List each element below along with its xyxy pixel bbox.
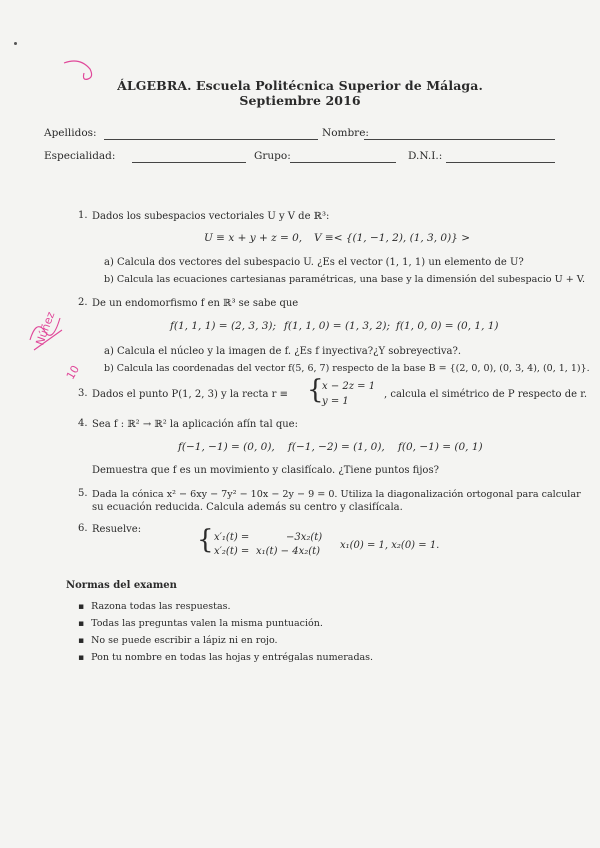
dni-line[interactable] <box>446 162 555 163</box>
rule-item: ▪ Razona todas las respuestas. <box>78 601 231 612</box>
q5-number: 5. <box>78 488 88 499</box>
rule-item: ▪ Pon tu nombre en todas las hojas y entrégalas numeradas. <box>78 652 373 663</box>
q1-formula-v: V ≡< {(1, −1, 2), (1, 3, 0)} > <box>314 232 470 244</box>
apellidos-line[interactable] <box>104 139 318 140</box>
q3-statement: Dados el punto P(1, 2, 3) y la recta r ≡ <box>92 389 288 400</box>
q5-line1: Dada la cónica x² − 6xy − 7y² − 10x − 2y − 9 = 0. Utiliza la diagonalización ortogonal para calcular <box>92 489 581 500</box>
pen-scribble-q2 <box>22 300 72 360</box>
q6-number: 6. <box>78 523 88 534</box>
handwritten-number: 10 <box>63 363 83 382</box>
q4-f1: f(−1, −1) = (0, 0), <box>178 441 275 453</box>
label-grupo: Grupo: <box>254 150 291 162</box>
exam-date: Septiembre 2016 <box>239 93 361 108</box>
q2-number: 2. <box>78 297 88 308</box>
q3-system-eq1: x − 2z = 1 <box>322 381 376 392</box>
label-dni: D.N.I.: <box>408 150 443 162</box>
q1-part-b: b) Calcula las ecuaciones cartesianas paramétricas, una base y la dimensión del subespacio U + V. <box>104 274 586 285</box>
q6-statement: Resuelve: <box>92 524 142 535</box>
rule-item: ▪ Todas las preguntas valen la misma puntuación. <box>78 618 323 629</box>
q4-tail: Demuestra que f es un movimiento y clasifícalo. ¿Tiene puntos fijos? <box>92 465 439 476</box>
rules-title: Normas del examen <box>66 580 177 591</box>
q2-f3: f(1, 0, 0) = (0, 1, 1) <box>396 320 499 332</box>
q1-part-a: a) Calcula dos vectores del subespacio U. ¿Es el vector (1, 1, 1) un elemento de U? <box>104 257 524 268</box>
especialidad-line[interactable] <box>132 162 246 163</box>
q2-f2: f(1, 1, 0) = (1, 3, 2); <box>284 320 391 332</box>
q3-number: 3. <box>78 388 88 399</box>
q1-formula-u: U ≡ x + y + z = 0, <box>204 232 303 244</box>
q4-statement: Sea f : ℝ² → ℝ² la aplicación afín tal que: <box>92 419 298 430</box>
q5-line2: su ecuación reducida. Calcula además su centro y clasifícala. <box>92 502 403 513</box>
pen-dot <box>14 42 17 45</box>
q6-eq2-left: x′₂(t) = <box>214 546 250 557</box>
q6-brace: { <box>197 525 214 555</box>
q1-statement: Dados los subespacios vectoriales U y V de ℝ³: <box>92 211 330 222</box>
q3-rest: , calcula el simétrico de P respecto de r. <box>384 389 588 400</box>
rule-item: ▪ No se puede escribir a lápiz ni en rojo. <box>78 635 278 646</box>
q2-part-b: b) Calcula las coordenadas del vector f(5, 6, 7) respecto de la base B = {(2, 0, 0), (0, 3, 4), (0, 1, 1)}. <box>104 363 590 374</box>
q4-f3: f(0, −1) = (0, 1) <box>398 441 483 453</box>
q6-eq2-right: x₁(t) − 4x₂(t) <box>256 546 321 557</box>
label-nombre: Nombre: <box>322 127 369 139</box>
q2-f1: f(1, 1, 1) = (2, 3, 3); <box>170 320 277 332</box>
label-especialidad: Especialidad: <box>44 150 116 162</box>
q4-number: 4. <box>78 418 88 429</box>
q4-f2: f(−1, −2) = (1, 0), <box>288 441 385 453</box>
grupo-line[interactable] <box>290 162 396 163</box>
exam-title: ÁLGEBRA. Escuela Politécnica Superior de Málaga. <box>117 78 483 93</box>
q3-brace: { <box>307 375 324 405</box>
handwritten-mark: Núñez <box>33 309 58 348</box>
q1-number: 1. <box>78 210 88 221</box>
q6-eq1-left: x′₁(t) = <box>214 532 250 543</box>
nombre-line[interactable] <box>364 139 555 140</box>
q2-part-a: a) Calcula el núcleo y la imagen de f. ¿Es f inyectiva?¿Y sobreyectiva?. <box>104 346 462 357</box>
q2-statement: De un endomorfismo f en ℝ³ se sabe que <box>92 298 299 309</box>
label-apellidos: Apellidos: <box>44 127 97 139</box>
q3-system-eq2: y = 1 <box>322 396 349 407</box>
q6-eq1-right: −3x₂(t) <box>286 532 323 543</box>
q6-initial-conditions: x₁(0) = 1, x₂(0) = 1. <box>340 540 440 551</box>
